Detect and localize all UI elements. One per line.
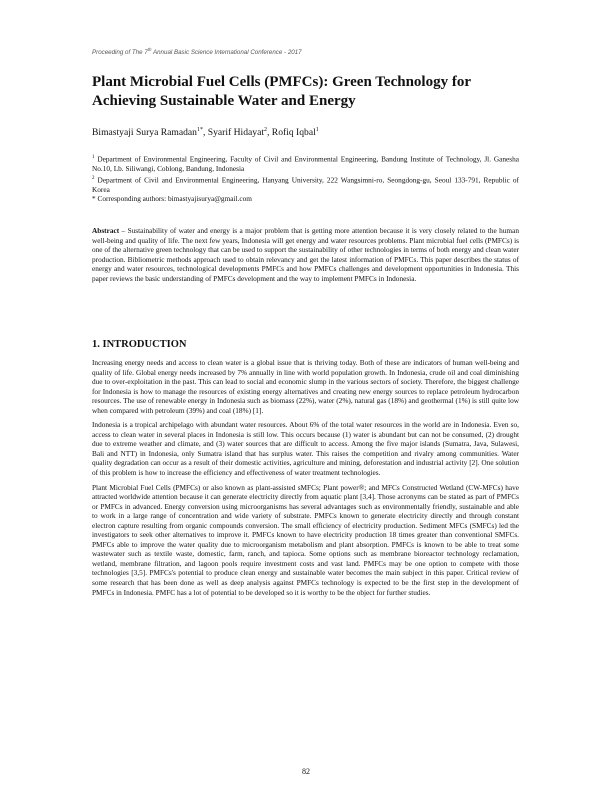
author-separator: , (267, 127, 272, 139)
affiliation-text: Department of Civil and Environmental Engineering, Hanyang University, 222 Wangsimni-ro, Seongdong-gu, Seoul 133-791, Republic of Korea (92, 175, 519, 194)
introduction-body (92, 358, 519, 602)
body-paragraph: Increasing energy needs and access to clean water is a global issue that is thriving today. Both of these are indicators of human well-being and quality of life. Global energy needs increased by 7% annually in line with world population growth. In Indonesia, crude oil and coal diminishing due to over-exploitation in the past. This can lead to social and economic slump in the various sectors of society. Therefore, the biggest challenge for Indonesia is how to manage the resources of existing energy alternatives and creating new energy sources to replace petroleum hydrocarbon resources. The use of renewable energy in Indonesia such as biomass (22%), water (2%), natural gas (18%) and geothermal (1%) is still quite low when compared with petroleum (39%) and coal (18%) [1]. (92, 358, 519, 415)
header-sup: th (147, 47, 152, 52)
abstract-text: – Sustainability of water and energy is a major problem that is getting more attention because it is very closely related to the human well-being and quality of life. The next few years, Indonesia will get energy and water resources problems. Plant microbial fuel cells (PMFCs) is one of the alternative green technology that can be used to support the sustainability of other technologies in terms of both energy and clean water production. Bibliometric methods approach used to obtain relevancy and get the latest information of PMFCs. This paper describes the status of energy and water resources, technological developments PMFCs and how PMFCs challenges and development opportunities in Indonesia. This paper reviews the basic understanding of PMFCs development and the way to implement PMFCs in Indonesia. (92, 226, 519, 283)
body-paragraph: Plant Microbial Fuel Cells (PMFCs) or also known as plant-assisted sMFCs; Plant power®; and MFCs Constructed Wetland (CW-MFCs) have attracted worldwide attention because it can generate electricity directly from aquatic plant [3,4]. Those acronyms can be stated as part of PMFCs or PMFCs in advanced. Energy conversion using microorganisms has several advantages such as environmentally friendly, sustainable and able to work in a large range of concentration and wide variety of substrate. PMFCs known to generate electricity directly and through constant electron capture resulting from organic compounds conversion. The small efficiency of electricity production. Sediment MFCs (SMFCs) led the investigators to seek other alternatives to improve it. PMFCs known to have electricity production 18 times greater than conventional SMFCs. PMFCs able to improve the water quality due to microorganism metabolism and plant absorption. PMFCs is known to be able to treat some wastewater such as textile waste, domestic, farm, ranch, and tapioca. Some options such as membrane bioreactor technology reclamation, wetland, membrane filtration, and lagoon pools require investment costs and vast land. PMFCs may be one option to compete with those technologies [3,5]. PMFCs's potential to produce clean energy and sustainable water becomes the main subject in this paper. Critical review of some research that has been done as well as deep analysis against PMFCs technology is expected to be the first step in the development of PMFCs in Indonesia. PMFC has a lot of potential to be developed so it is worthy to be the object for further studies. (92, 482, 519, 597)
author-name: Syarif Hidayat (207, 127, 264, 139)
running-header (92, 47, 302, 56)
paper-title: Plant Microbial Fuel Cells (PMFCs): Green Technology for Achieving Sustainable Water and Energy (92, 74, 471, 109)
corresponding-author (92, 194, 519, 204)
author-name: Bimastyaji Surya Ramadan (92, 127, 197, 139)
abstract (92, 226, 519, 284)
author-affil-mark: 1* (196, 127, 203, 133)
author-name: Rofiq Iqbal (271, 127, 316, 139)
author-affil-mark: 1 (315, 127, 319, 133)
corresponding-author-text: * Corresponding authors: bimastyajisurya@gmail.com (92, 194, 252, 204)
affiliation-mark: 1 (92, 155, 95, 160)
abstract-label: Abstract (92, 226, 120, 235)
body-paragraph: Indonesia is a tropical archipelago with abundant water resources. About 6% of the total water resources in the world are in Indonesia. Even so, access to clean water in several places in Indonesia is still low. This occurs because (1) water is abundant but can not be consumed, (2) drought due to extreme weather and climate, and (3) water sources that are difficult to access. Among the five major islands (Sumatra, Java, Sulawesi, Bali and NTT) in Indonesia, only Sumatra island that has surplus water. This raises the competition and rivalry among communities. Water quality degradation can occur as a result of their domestic activities, agriculture and mining, deforestation and industrial activity [2]. One solution of this problem is how to increase the efficiency and effectiveness of water treatment technologies. (92, 420, 519, 478)
header-prefix: Proceeding of The 7 (92, 49, 148, 57)
affiliation-mark: 2 (92, 175, 95, 181)
affiliation (92, 174, 519, 195)
page-number: 82 (302, 767, 310, 776)
header-suffix: Annual Basic Science International Conference - 2017 (151, 49, 302, 57)
author-list (92, 124, 319, 139)
affiliation-text: Department of Environmental Engineering, Faculty of Civil and Environmental Engineering, Bandung Institute of Technology, Jl. Ganesha No.10, Lb. Siliwangi, Coblong, Bandung, Indonesia (92, 154, 519, 174)
affiliations (92, 153, 519, 204)
author-affil-mark: 2 (264, 127, 267, 133)
section-heading: 1. INTRODUCTION (92, 339, 187, 350)
author-separator: , (202, 127, 208, 139)
affiliation (92, 153, 519, 174)
